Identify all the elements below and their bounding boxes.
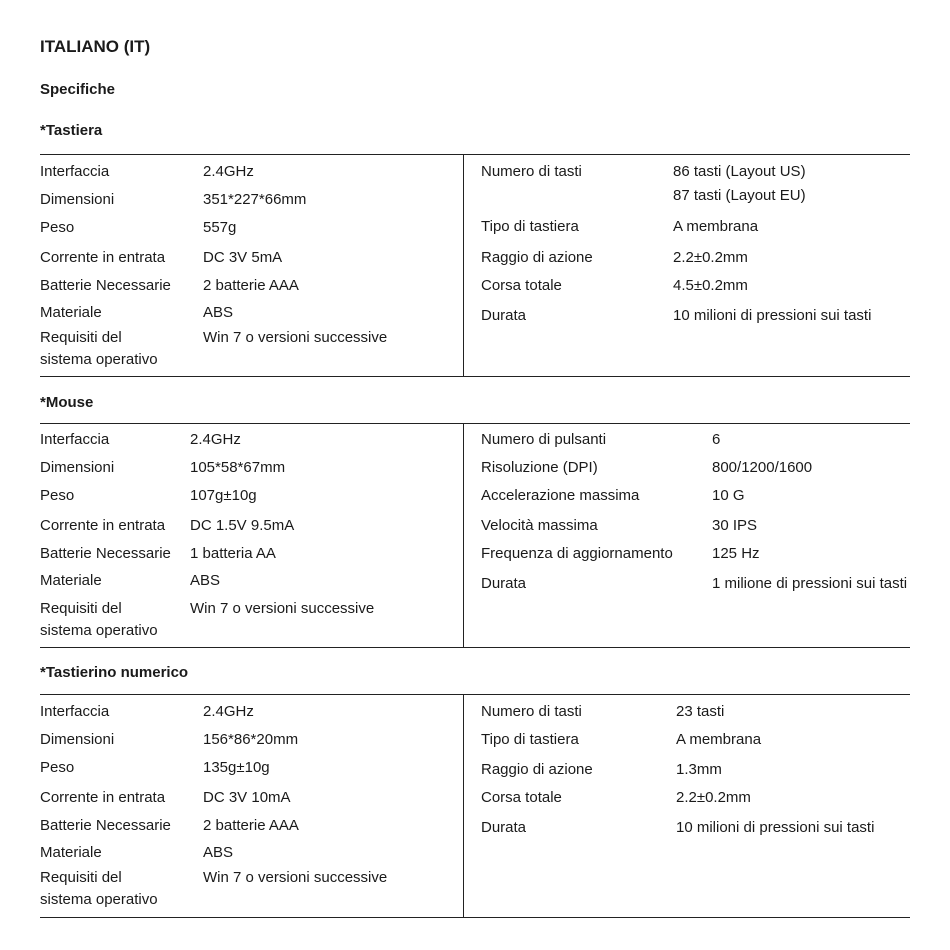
column-divider [463, 694, 464, 917]
spec-value: 557g [203, 219, 237, 236]
spec-value: 2.2±0.2mm [673, 249, 748, 266]
spec-label: Interfaccia [40, 431, 110, 448]
spec-value: 351*227*66mm [203, 191, 307, 208]
spec-value: 1.3mm [676, 761, 722, 778]
spec-label: Risoluzione (DPI) [481, 459, 598, 476]
spec-label: Dimensioni [40, 731, 115, 748]
spec-value: Win 7 o versioni successive [203, 869, 388, 886]
specs-heading: Specifiche [40, 81, 116, 98]
spec-value: DC 1.5V 9.5mA [190, 517, 295, 534]
spec-label: Peso [40, 487, 75, 504]
spec-value: 135g±10g [203, 759, 270, 776]
spec-value: 10 milioni di pressioni sui tasti [676, 819, 875, 836]
spec-value: 125 Hz [712, 545, 760, 562]
spec-label: Materiale [40, 304, 102, 321]
spec-value: 4.5±0.2mm [673, 277, 748, 294]
spec-value: 2 batterie AAA [203, 817, 299, 834]
spec-value: 156*86*20mm [203, 731, 299, 748]
spec-value: 2.2±0.2mm [676, 789, 751, 806]
spec-value: 30 IPS [712, 517, 758, 534]
spec-label: Materiale [40, 844, 102, 861]
spec-label: Corrente in entrata [40, 249, 166, 266]
spec-value: 1 batteria AA [190, 545, 276, 562]
spec-value: 2.4GHz [203, 703, 254, 720]
spec-label: Corrente in entrata [40, 789, 166, 806]
spec-value: 6 [712, 431, 721, 448]
section-title: *Tastierino numerico [40, 664, 189, 681]
spec-value: 10 G [712, 487, 745, 504]
table-bottom-rule [40, 647, 910, 648]
spec-value: 87 tasti (Layout EU) [673, 187, 806, 204]
spec-value: Win 7 o versioni successive [190, 600, 375, 617]
spec-value: 2.4GHz [190, 431, 241, 448]
spec-label: Materiale [40, 572, 102, 589]
spec-label: Batterie Necessarie [40, 277, 171, 294]
spec-label: Interfaccia [40, 163, 110, 180]
spec-value: 107g±10g [190, 487, 257, 504]
table-top-rule [40, 694, 910, 695]
spec-value: Win 7 o versioni successive [203, 329, 388, 346]
spec-label: sistema operativo [40, 622, 158, 639]
spec-label: Accelerazione massima [481, 487, 640, 504]
spec-label: Raggio di azione [481, 249, 593, 266]
spec-label: Dimensioni [40, 459, 115, 476]
spec-label: Tipo di tastiera [481, 218, 579, 235]
spec-label: Durata [481, 575, 527, 592]
spec-value: 800/1200/1600 [712, 459, 813, 476]
spec-value: ABS [190, 572, 221, 589]
table-bottom-rule [40, 917, 910, 918]
spec-label: Batterie Necessarie [40, 817, 171, 834]
spec-label: Interfaccia [40, 703, 110, 720]
spec-label: Raggio di azione [481, 761, 593, 778]
spec-label: Dimensioni [40, 191, 115, 208]
table-top-rule [40, 423, 910, 424]
spec-label: Frequenza di aggiornamento [481, 545, 673, 562]
page-title: ITALIANO (IT) [40, 37, 151, 56]
spec-label: sistema operativo [40, 351, 158, 368]
spec-label: Tipo di tastiera [481, 731, 579, 748]
spec-label: Batterie Necessarie [40, 545, 171, 562]
spec-label: Velocità massima [481, 517, 598, 534]
spec-label: Peso [40, 219, 75, 236]
spec-label: Requisiti del [40, 600, 122, 617]
spec-label: Corrente in entrata [40, 517, 166, 534]
spec-label: Numero di tasti [481, 703, 582, 720]
spec-value: ABS [203, 304, 234, 321]
spec-value: DC 3V 10mA [203, 789, 291, 806]
spec-value: 105*58*67mm [190, 459, 286, 476]
spec-value: 86 tasti (Layout US) [673, 163, 806, 180]
spec-value: 2 batterie AAA [203, 277, 299, 294]
spec-label: Durata [481, 307, 527, 324]
spec-label: Requisiti del [40, 869, 122, 886]
table-bottom-rule [40, 376, 910, 377]
spec-label: Durata [481, 819, 527, 836]
spec-label: Requisiti del [40, 329, 122, 346]
column-divider [463, 154, 464, 376]
column-divider [463, 423, 464, 647]
spec-label: Corsa totale [481, 277, 562, 294]
spec-label: Numero di tasti [481, 163, 582, 180]
spec-label: Peso [40, 759, 75, 776]
section-title: *Tastiera [40, 122, 103, 139]
spec-value: DC 3V 5mA [203, 249, 283, 266]
spec-value: A membrana [676, 731, 762, 748]
section-title: *Mouse [40, 394, 94, 411]
spec-label: sistema operativo [40, 891, 158, 908]
spec-value: 2.4GHz [203, 163, 254, 180]
spec-value: 23 tasti [676, 703, 725, 720]
spec-value: 1 milione di pressioni sui tasti [712, 575, 908, 592]
spec-value: ABS [203, 844, 234, 861]
spec-value: 10 milioni di pressioni sui tasti [673, 307, 872, 324]
spec-value: A membrana [673, 218, 759, 235]
spec-label: Corsa totale [481, 789, 562, 806]
spec-label: Numero di pulsanti [481, 431, 607, 448]
table-top-rule [40, 154, 910, 155]
